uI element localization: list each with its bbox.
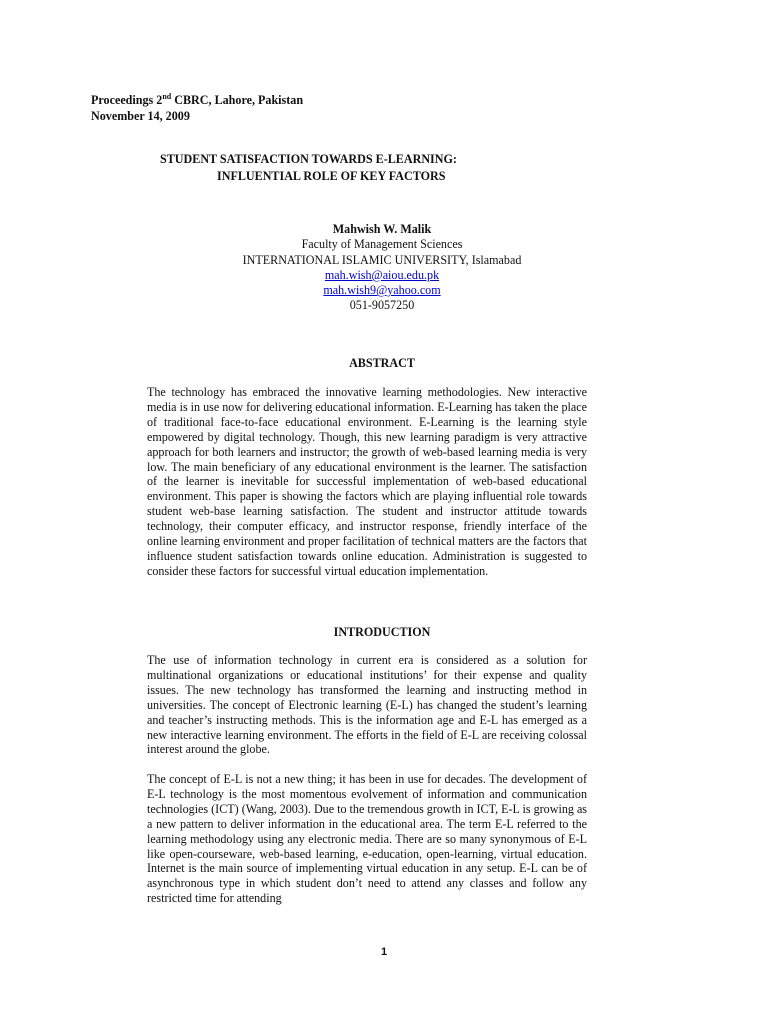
author-email-link-1[interactable]: mah.wish@aiou.edu.pk [324, 267, 440, 282]
proceedings-line [91, 92, 303, 108]
proceedings-header [91, 92, 303, 124]
proceedings-superscript: nd [162, 92, 172, 101]
author-faculty: Faculty of Management Sciences [301, 237, 463, 252]
abstract-text: The technology has embraced the innovative learning methodologies. New interactive media is in use now for delivering educational information. E-Learning has taken the place of traditional face-to-face educational environment. E-Learning is the learning style empowered by digital technology. Though, this new learning paradigm is very attractive approach for both learners and instructor; the growth of web-based learning media is very low. The main beneficiary of any educational environment is the learner. The satisfaction of the learner is inevitable for successful implementation of web-based educational environment. This paper is showing the factors which are playing influential role towards student web-base learning satisfaction. The student and instructor attitude towards technology, their computer efficacy, and instructor response, friendly interface of the online learning environment and proper facilitation of technical matters are the factors that influence student satisfaction towards online education. Administration is suggested to consider these factors for successful virtual education implementation. [147, 385, 587, 578]
proceedings-label: Proceedings 2 [91, 93, 163, 107]
author-university: INTERNATIONAL ISLAMIC UNIVERSITY, Islamabad [242, 252, 522, 267]
introduction-heading: INTRODUCTION [333, 625, 431, 639]
paper-title-line1: STUDENT SATISFACTION TOWARDS E-LEARNING: [160, 152, 457, 166]
abstract-heading: ABSTRACT [349, 356, 415, 370]
paper-title [160, 151, 610, 185]
proceedings-date: November 14, 2009 [91, 109, 190, 123]
author-phone: 051-9057250 [349, 298, 415, 313]
paper-title-line2: INFLUENTIAL ROLE OF KEY FACTORS [217, 169, 446, 183]
introduction-paragraph-2: The concept of E-L is not a new thing; it has been in use for decades. The development of E-L technology is the most momentous evolvement of information and communication technologies (ICT) (Wang, 2003). Due to the tremendous growth in ICT, E-L is growing as a new pattern to deliver information in the educational area. The term E-L referred to the learning methodology using any electronic media. There are so many synonymous of E-L like open-courseware, web-based learning, e-education, open-learning, virtual education. Internet is the main source of implementing virtual education in any setup. E-L can be of asynchronous type in which student don’t need to attend any classes and follow any restricted time for attending [147, 772, 588, 906]
proceedings-location: CBRC, Lahore, Pakistan [171, 93, 304, 107]
page-number: 1 [380, 946, 388, 958]
introduction-paragraph-1: The use of information technology in current era is considered as a solution for multinational organizations or educational institutions’ for their expense and quality issues. The new technology has transformed the learning and instructing method in universities. The concept of Electronic learning (E-L) has changed the student’s learning and teacher’s instructing methods. This is the information age and E-L has emerged as a new interactive learning environment. The efforts in the field of E-L are receiving colossal interest around the globe. [147, 653, 587, 757]
author-block [147, 222, 617, 314]
author-email-link-2[interactable]: mah.wish9@yahoo.com [323, 283, 441, 298]
author-name: Mahwish W. Malik [332, 222, 432, 236]
